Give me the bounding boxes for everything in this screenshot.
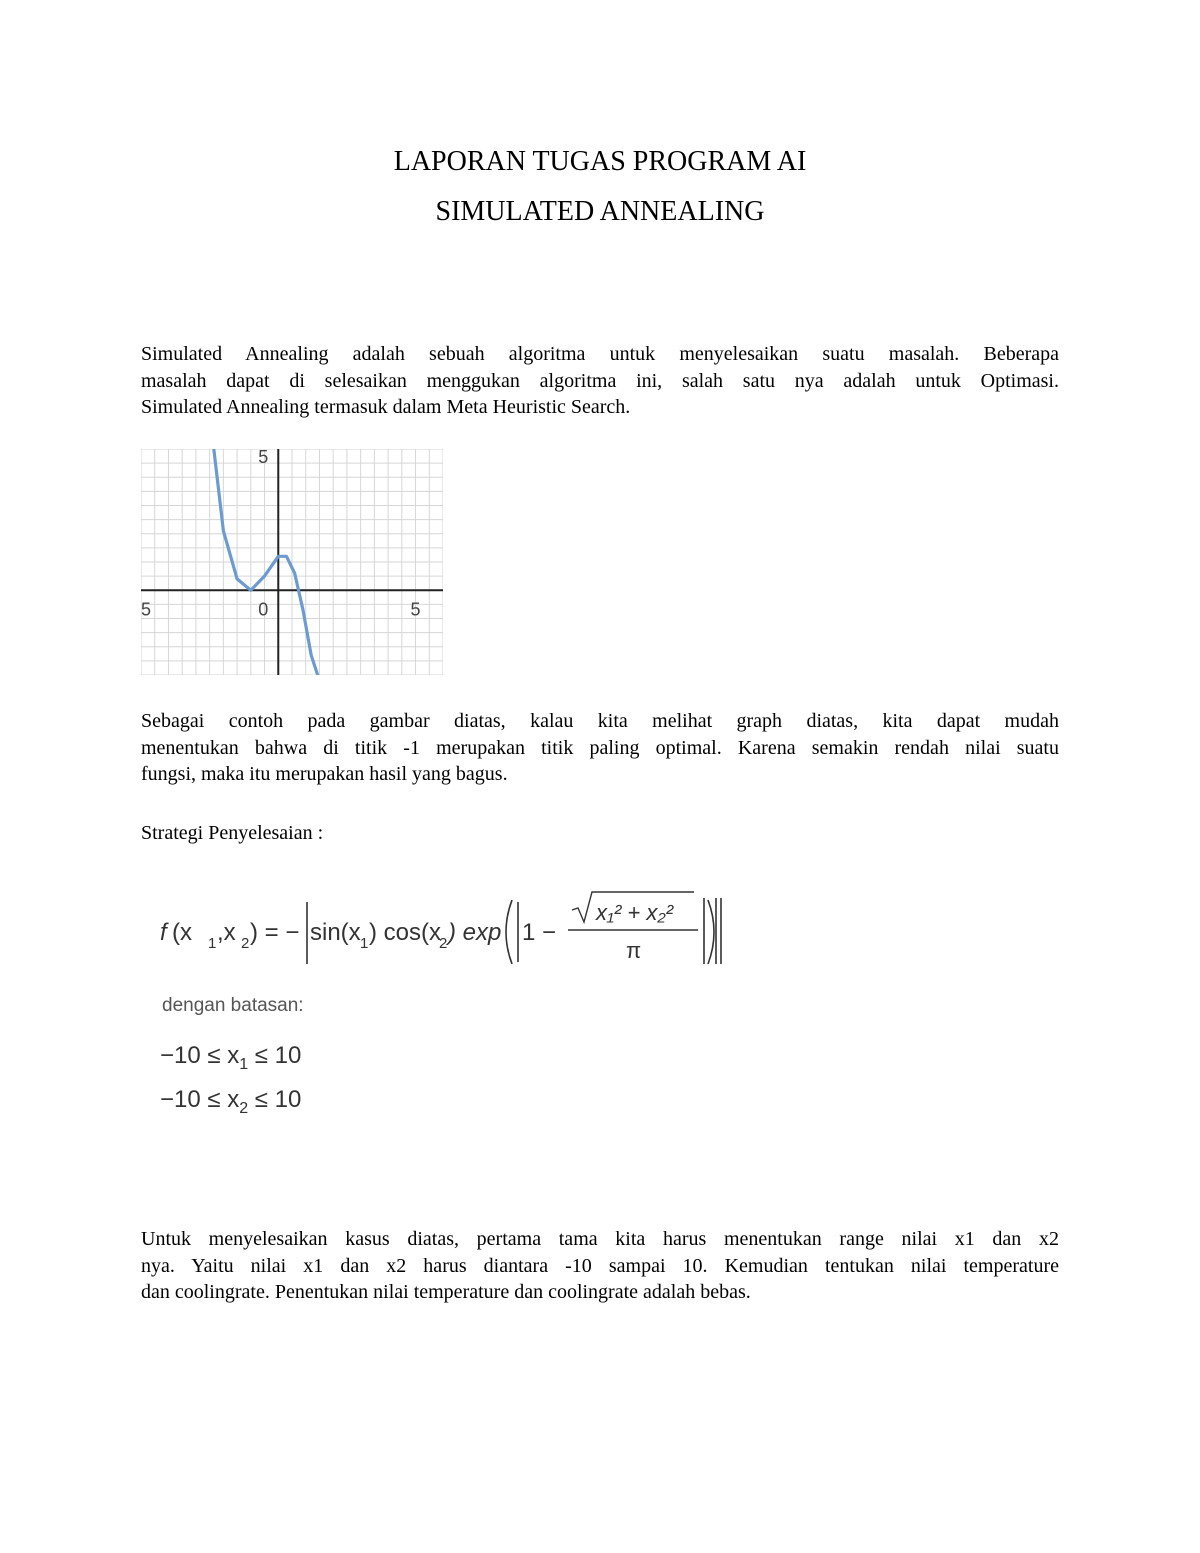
formula-sub-2: 2 bbox=[241, 935, 250, 952]
formula-sin-sub: 1 bbox=[360, 935, 369, 952]
graph-grid bbox=[141, 449, 443, 675]
formula-comma-x: ,x bbox=[217, 919, 236, 946]
constraint-label: dengan batasan: bbox=[162, 995, 304, 1016]
report-subtitle: SIMULATED ANNEALING bbox=[435, 196, 765, 227]
formula-args: (x bbox=[172, 919, 192, 946]
constraint-x2-left: −10 ≤ x bbox=[160, 1086, 240, 1113]
example-line-3: fungsi, maka itu merupakan hasil yang bagus. bbox=[141, 763, 508, 785]
example-paragraph bbox=[141, 708, 1059, 788]
constraint-x1 bbox=[160, 1042, 301, 1074]
constraint-x1-left: −10 ≤ x bbox=[160, 1042, 240, 1069]
formula-cos-sub: 2 bbox=[439, 935, 448, 952]
intro-line-1: Simulated Annealing adalah sebuah algoritma untuk menyelesaikan suatu masalah. Beberapa bbox=[141, 343, 1059, 365]
solution-line-3: dan coolingrate. Penentukan nilai temperature dan coolingrate adalah bebas. bbox=[141, 1281, 751, 1303]
formula-exp: ) exp bbox=[448, 919, 502, 946]
formula-one-minus: 1 − bbox=[522, 919, 557, 946]
solution-line-1: Untuk menyelesaikan kasus diatas, pertama tama kita harus menentukan range nilai x1 dan x2 bbox=[141, 1228, 1059, 1250]
tick-label-x-left: 5 bbox=[141, 599, 152, 620]
constraint-x1-sub: 1 bbox=[239, 1056, 249, 1073]
intro-line-2: masalah dapat di selesaikan menggukan algoritma ini, salah satu nya adalah untuk Optimasi. bbox=[141, 369, 1059, 392]
formula-f: f bbox=[160, 919, 167, 946]
tick-label-x-right: 5 bbox=[410, 599, 421, 620]
function-graph bbox=[141, 449, 443, 675]
formula-sub-1: 1 bbox=[208, 935, 217, 952]
solution-line-2: nya. Yaitu nilai x1 dan x2 harus diantara -10 sampai 10. Kemudian tentukan nilai temperature bbox=[141, 1254, 1059, 1277]
tick-label-x-zero: 0 bbox=[258, 599, 269, 620]
constraint-x1-right: ≤ 10 bbox=[248, 1042, 302, 1069]
tick-label-y-top: 5 bbox=[258, 449, 269, 467]
strategy-label: Strategi Penyelesaian : bbox=[141, 822, 324, 844]
example-line-2: menentukan bahwa di titik -1 merupakan titik paling optimal. Karena semakin rendah nilai suatu bbox=[141, 736, 1059, 759]
constraint-x2-sub: 2 bbox=[239, 1100, 249, 1117]
constraint-x2-right: ≤ 10 bbox=[248, 1086, 302, 1113]
formula-sqrt-term: x₁² + x₂² bbox=[596, 900, 674, 925]
formula-sin: sin(x bbox=[310, 919, 361, 946]
intro-line-3: Simulated Annealing termasuk dalam Meta Heuristic Search. bbox=[141, 396, 631, 418]
objective-formula bbox=[160, 888, 740, 968]
intro-paragraph bbox=[141, 341, 1059, 421]
formula-cos: ) cos(x bbox=[369, 919, 441, 946]
example-line-1: Sebagai contoh pada gambar diatas, kalau kita melihat graph diatas, kita dapat mudah bbox=[141, 710, 1059, 732]
constraint-x2 bbox=[160, 1086, 301, 1118]
formula-pi: π bbox=[626, 938, 642, 963]
solution-paragraph bbox=[141, 1226, 1059, 1306]
formula-equals: ) = − bbox=[250, 919, 300, 946]
report-title: LAPORAN TUGAS PROGRAM AI bbox=[393, 146, 807, 177]
